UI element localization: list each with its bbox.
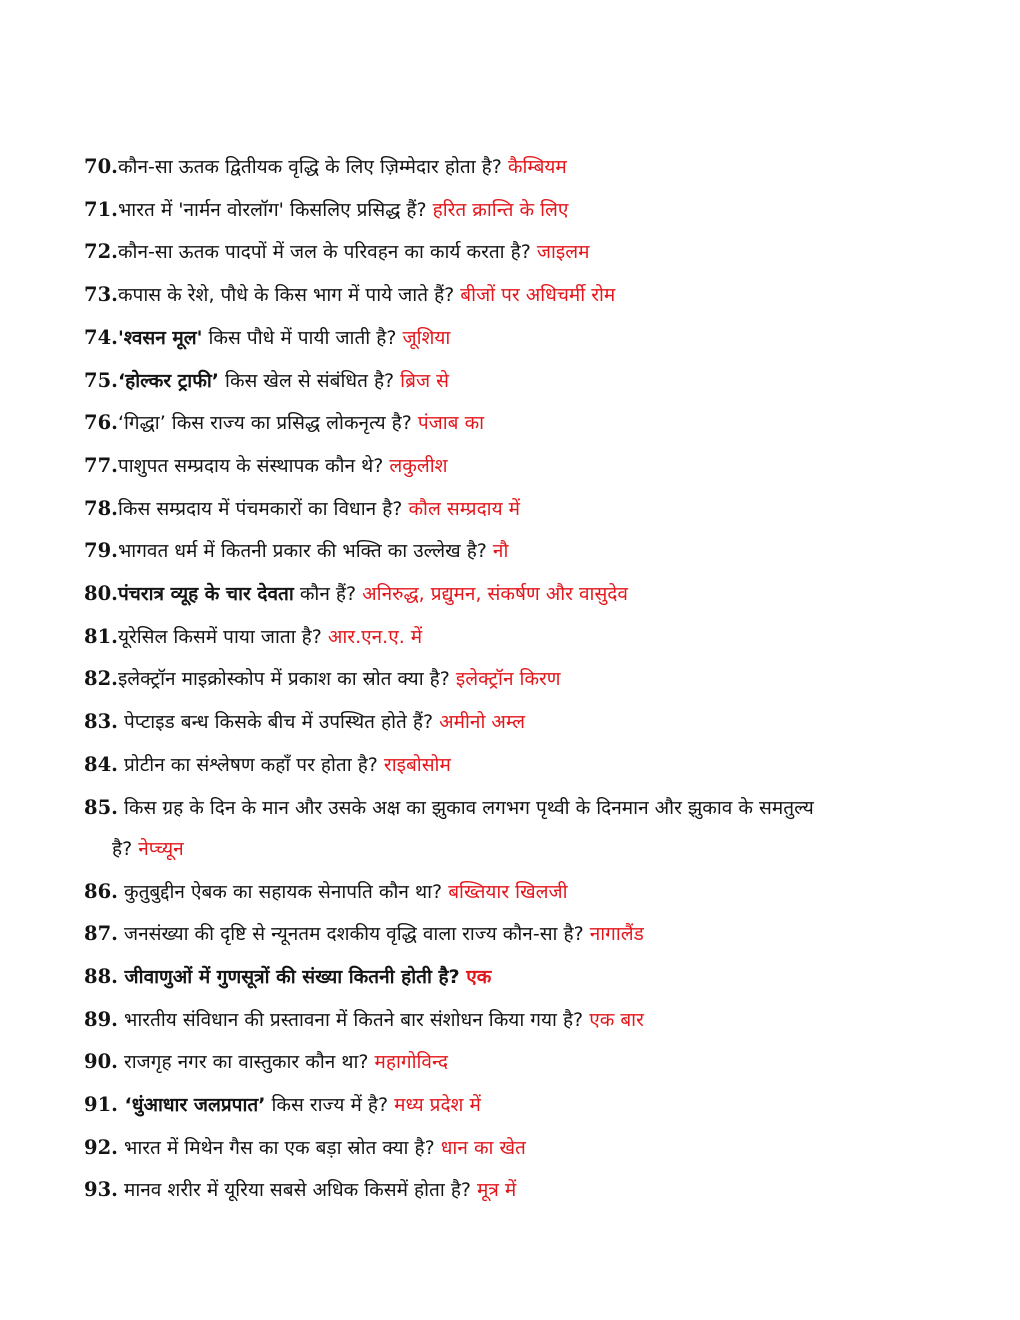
answer: जूशिया: [402, 326, 451, 349]
list-item: 72.कौन-सा ऊतक पादपों में जल के परिवहन का कार्य करता है? जाइलम: [84, 240, 590, 264]
answer: नेप्च्यून: [138, 838, 184, 861]
answer: एक बार: [589, 1008, 644, 1031]
question-list: [84, 146, 964, 1212]
list-item: 70.कौन-सा ऊतक द्वितीयक वृद्धि के लिए ज़िम्मेदार होता है? कैम्बियम: [84, 155, 567, 178]
answer: ब्रिज से: [400, 369, 449, 392]
answer: मूत्र में: [477, 1179, 517, 1202]
list-item: 82.इलेक्ट्रॉन माइक्रोस्कोप में प्रकाश का स्रोत क्या है? इलेक्ट्रॉन किरण: [84, 667, 561, 691]
answer: महागोविन्द: [374, 1051, 448, 1074]
continuation-line: है? नेप्च्यून: [112, 838, 184, 861]
list-item: 83. पेप्टाइड बन्ध किसके बीच में उपस्थित होते हैं? अमीनो अम्ल: [84, 710, 526, 734]
answer: मध्य प्रदेश में: [394, 1094, 481, 1117]
list-item: 81.यूरेसिल किसमें पाया जाता है? आर.एन.ए. में: [84, 624, 423, 648]
answer: राइबोसोम: [383, 753, 451, 776]
answer: कौल सम्प्रदाय में: [408, 497, 521, 520]
list-item: 87. जनसंख्या की दृष्टि से न्यूनतम दशकीय वृद्धि वाला राज्य कौन-सा है? नागालैंड: [84, 922, 644, 946]
answer: बीजों पर अधिचर्मी रोम: [460, 284, 616, 307]
answer: अनिरुद्ध, प्रद्युमन, संकर्षण और वासुदेव: [362, 583, 628, 606]
answer: इलेक्ट्रॉन किरण: [455, 668, 561, 691]
list-item: 89. भारतीय संविधान की प्रस्तावना में कितने बार संशोधन किया गया है? एक बार: [84, 1007, 644, 1031]
list-item: 88. जीवाणुओं में गुणसूत्रों की संख्या कितनी होती है? एक: [84, 964, 492, 988]
list-item: 77.पाशुपत सम्प्रदाय के संस्थापक कौन थे? लकुलीश: [84, 453, 448, 477]
answer: बख्तियार खिलजी: [448, 880, 568, 903]
answer: लकुलीश: [389, 454, 448, 477]
list-item: 91. ‘धुंआधार जलप्रपात’ किस राज्य में है? मध्य प्रदेश में: [84, 1093, 481, 1117]
answer: नौ: [492, 540, 509, 563]
answer: जाइलम: [536, 241, 590, 264]
answer: अमीनो अम्ल: [439, 711, 526, 734]
list-item: 80.पंचरात्र व्यूह के चार देवता कौन हैं? अनिरुद्ध, प्रद्युमन, संकर्षण और वासुदेव: [84, 582, 628, 606]
answer: आर.एन.ए. में: [327, 625, 423, 648]
answer: कैम्बियम: [507, 156, 567, 178]
list-item: 76.‘गिद्धा’ किस राज्य का प्रसिद्ध लोकनृत्य है? पंजाब का: [84, 411, 485, 435]
list-item: 90. राजगृह नगर का वास्तुकार कौन था? महागोविन्द: [84, 1050, 448, 1074]
answer: नागालैंड: [589, 923, 644, 946]
answer: हरित क्रान्ति के लिए: [432, 198, 569, 221]
list-item: 85. किस ग्रह के दिन के मान और उसके अक्ष का झुकाव लगभग पृथ्वी के दिनमान और झुकाव के समतुल्य है? नेप्च्यून: [84, 787, 964, 871]
list-item: 71.भारत में 'नार्मन वोरलॉग' किसलिए प्रसिद्ध हैं? हरित क्रान्ति के लिए: [84, 197, 569, 221]
list-item: 78.किस सम्प्रदाय में पंचमकारों का विधान है? कौल सम्प्रदाय में: [84, 496, 521, 520]
list-item: 86. कुतुबुद्दीन ऐबक का सहायक सेनापति कौन था? बख्तियार खिलजी: [84, 879, 568, 903]
list-item: 75.‘होल्कर ट्राफी’ किस खेल से संबंधित है? ब्रिज से: [84, 368, 449, 392]
list-item: 84. प्रोटीन का संश्लेषण कहाँ पर होता है? राइबोसोम: [84, 752, 451, 776]
list-item: 93. मानव शरीर में यूरिया सबसे अधिक किसमें होता है? मूत्र में: [84, 1178, 517, 1202]
list-item: 92. भारत में मिथेन गैस का एक बड़ा स्रोत क्या है? धान का खेत: [84, 1135, 526, 1159]
answer: पंजाब का: [417, 412, 485, 435]
answer: धान का खेत: [440, 1136, 526, 1159]
list-item: 73.कपास के रेशे, पौधे के किस भाग में पाये जाते हैं? बीजों पर अधिचर्मी रोम: [84, 283, 616, 307]
list-item: 74.'श्वसन मूल' किस पौधे में पायी जाती है? जूशिया: [84, 325, 451, 349]
answer: एक: [466, 965, 492, 988]
list-item: 79.भागवत धर्म में कितनी प्रकार की भक्ति का उल्लेख है? नौ: [84, 539, 509, 563]
